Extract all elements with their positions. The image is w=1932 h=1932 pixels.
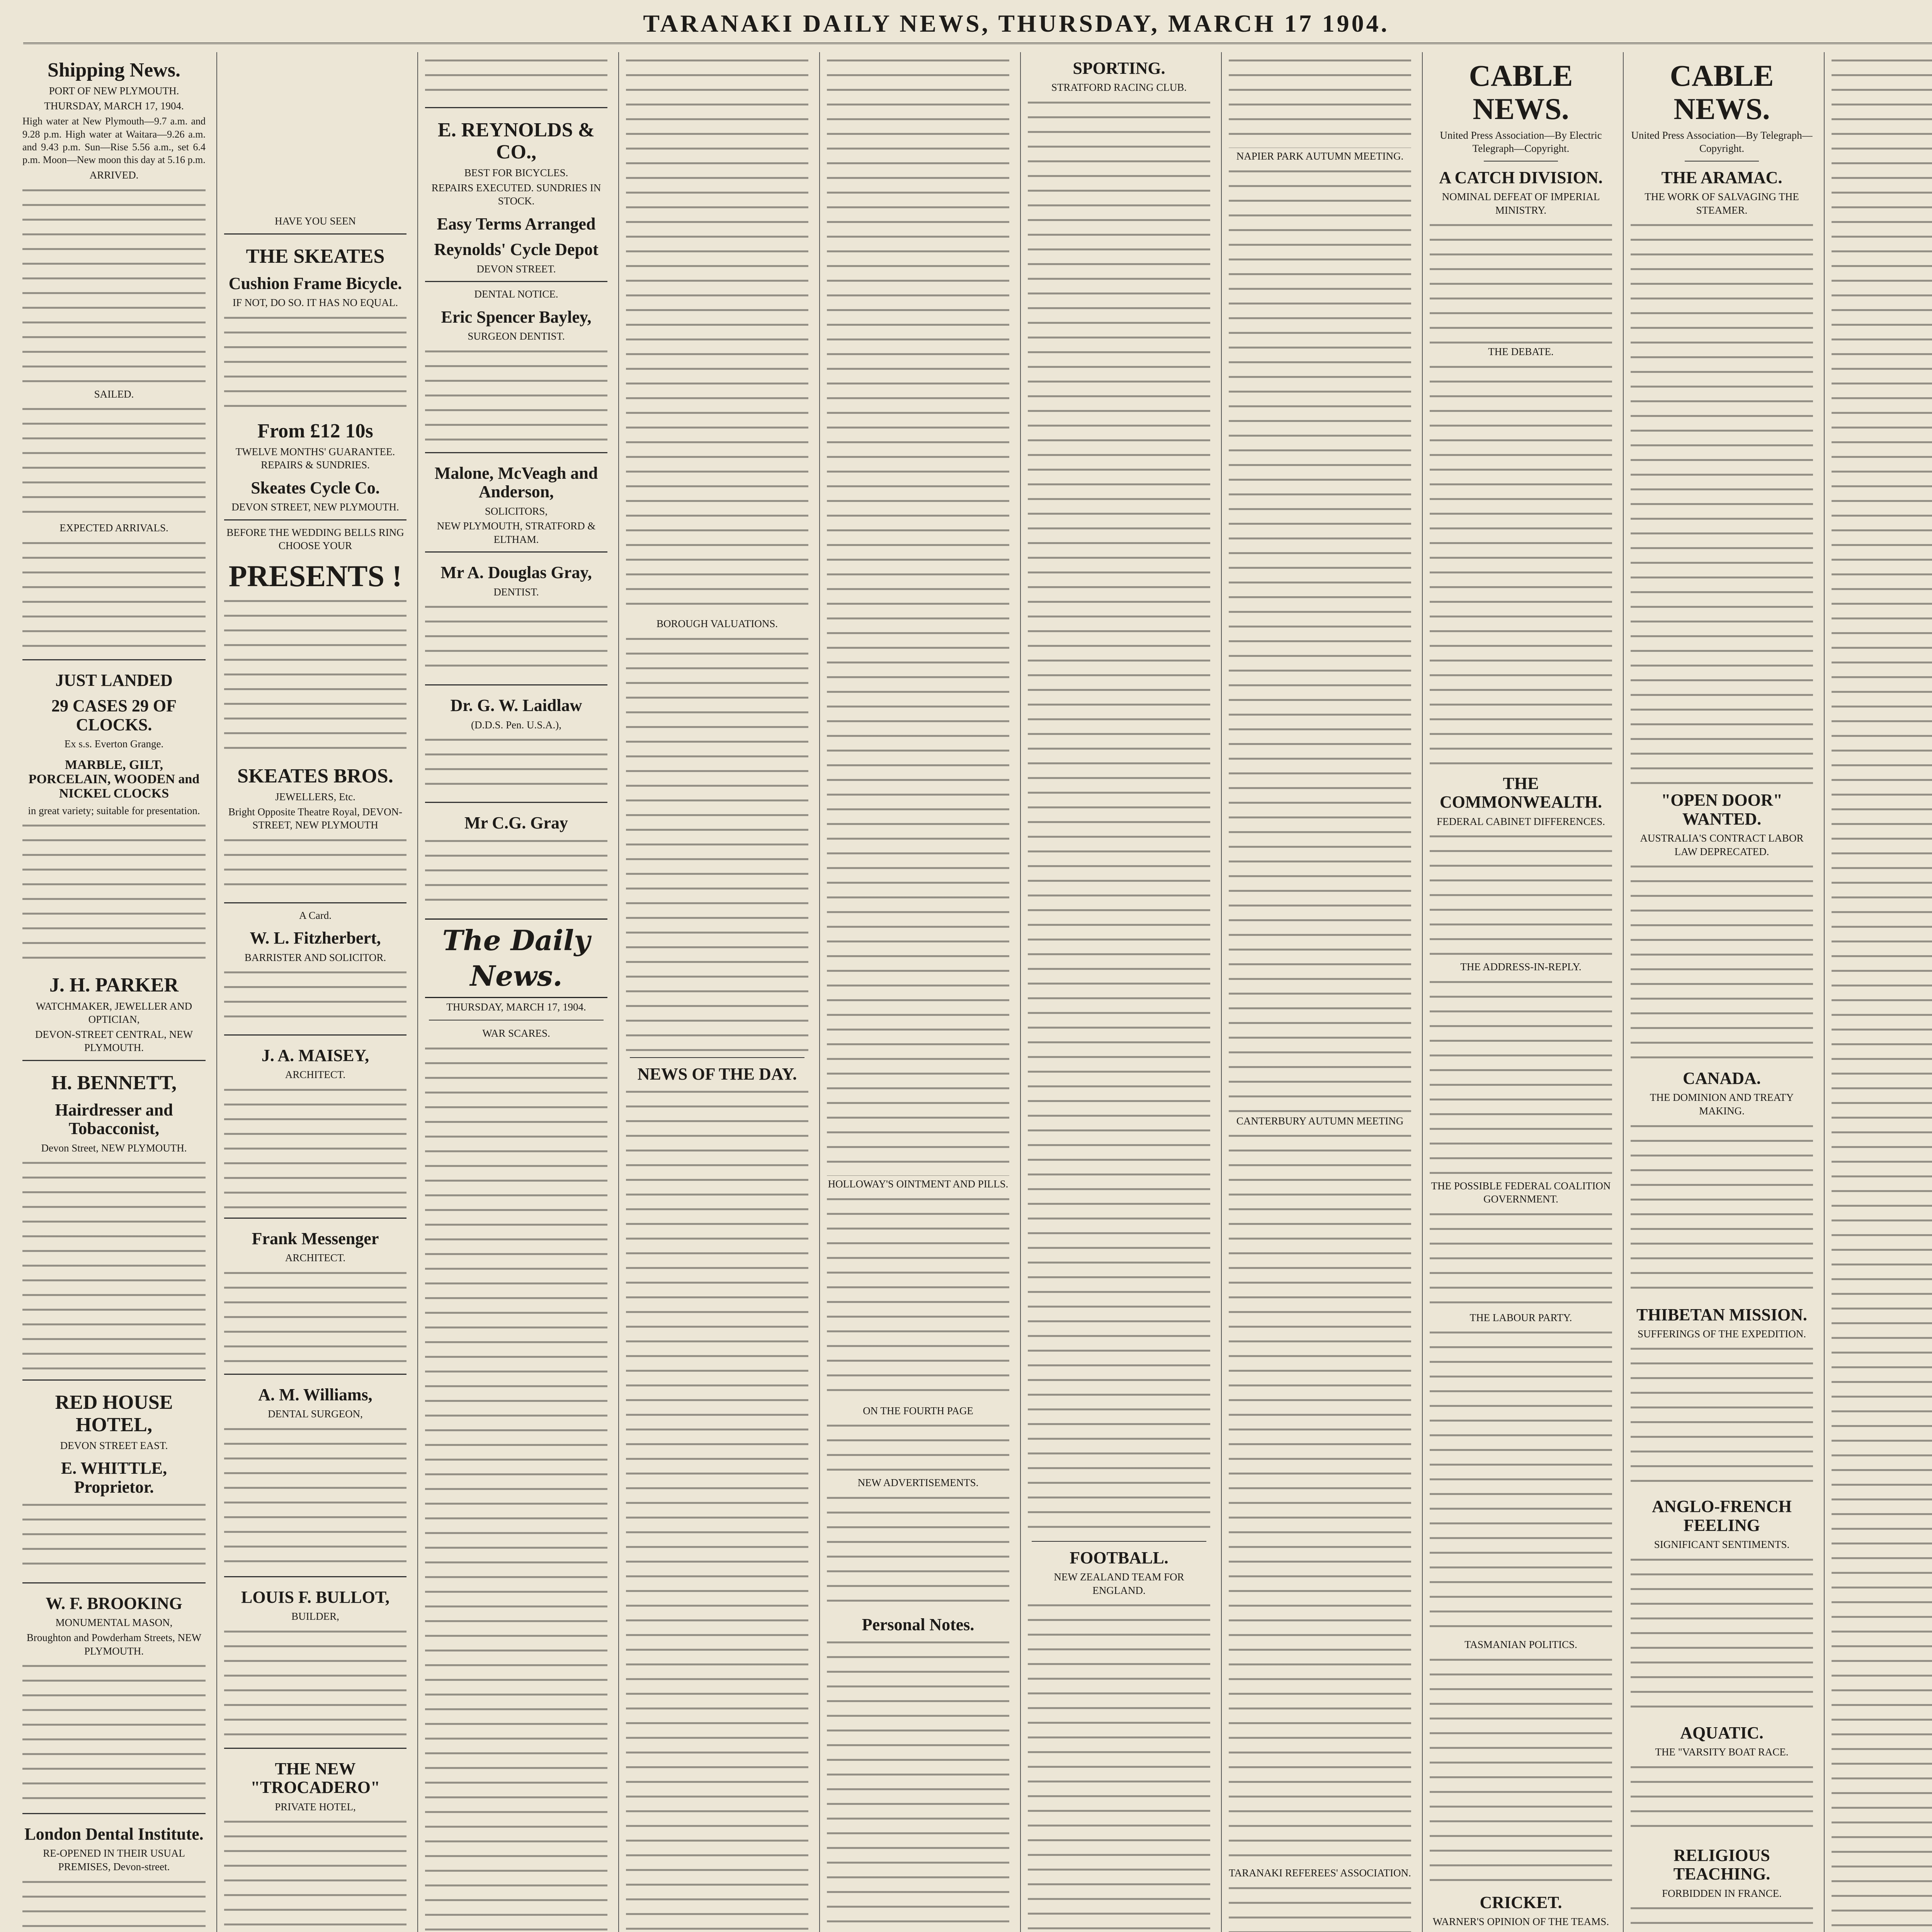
tides-text: High water at New Plymouth—9.7 a.m. and 9.28 p.m. High water at Waitara—9.26 a.m. and 9.43 p.m. Sun—Rise 5.56 a.m., set 6.4 p.m. Moon—New moon this day at 5.16 p.m.: [22, 116, 206, 166]
malone-ad: Malone, McVeagh and Anderson, SOLICITORS, NEW PLYMOUTH, STRATFORD & ELTHAM.: [425, 452, 607, 546]
cable-heading: CRICKET.: [1480, 1893, 1562, 1912]
shipping-title: Shipping News.: [48, 59, 180, 81]
newspaper-page: [15, 52, 1932, 1932]
dental-institute-ad: London Dental Institute. RE-OPENED IN THEIR USUAL PREMISES, Devon-street.: [22, 1813, 206, 1932]
referees-text: [1229, 1883, 1411, 1932]
cable-heading: CANADA.: [1683, 1069, 1761, 1088]
canterbury-heading: CANTERBURY AUTUMN MEETING: [1236, 1115, 1404, 1127]
clocks-ad: JUST LANDED 29 CASES 29 OF CLOCKS. Ex s.s. Everton Grange. MARBLE, GILT, PORCELAIN, WOODEN and NICKEL CLOCKS in great variety; suitable for presentation. J. H. PARKER WATCHMAKER, JEWELLER AND OPTICIAN, DEVON-STREET CENTRAL, NEW PLYMOUTH.: [22, 659, 206, 1054]
football-subheading: NEW ZEALAND TEAM FOR ENGLAND.: [1054, 1571, 1184, 1596]
cable-heading: THE ADDRESS-IN-REPLY.: [1460, 961, 1582, 973]
column-2: [216, 52, 413, 1932]
presents-ad: BEFORE THE WEDDING BELLS RING CHOOSE YOUR PRESENTS ! SKEATES BROS. JEWELLERS, Etc. Bright Opposite Theatre Royal, DEVON-STREET, NEW PLYMOUTH: [224, 519, 406, 897]
skeates-bicycle-ad: THE SKEATES Cushion Frame Bicycle. IF NOT, DO SO. IT HAS NO EQUAL. From £12 10s TWELVE MONTHS' GUARANTEE. REPAIRS & SUNDRIES. Skeates Cycle Co. DEVON STREET, NEW PLYMOUTH.: [224, 233, 406, 514]
sporting-heading: SPORTING.: [1073, 59, 1165, 78]
valuations-text: [626, 634, 808, 1051]
column-8: CABLE NEWS. United Press Association—By Electric Telegraph—Copyright. A CATCH DIVISION. NOMINAL DEFEAT OF IMPERIAL MINISTRY. THE DEBATE. THE COMMONWEALTH. FEDERAL CABINET DIFFERENCES. THE ADDRESS-IN-REPLY. THE POSSIBLE FEDERAL COALITION GOVERNMENT. THE LABOUR PARTY. TASMANIAN POLITICS. CRICKET. WARNER'S OPINION OF THE TEAMS.: [1422, 52, 1619, 1932]
column-4: [618, 52, 815, 1932]
newspaper-masthead: TARANAKI DAILY NEWS, THURSDAY, MARCH 17 1904.: [23, 8, 1932, 44]
daily-news-date: THURSDAY, MARCH 17, 1904.: [446, 1001, 586, 1013]
cable-heading: THIBETAN MISSION.: [1636, 1305, 1807, 1324]
football-heading: FOOTBALL.: [1070, 1548, 1168, 1567]
valuations-heading: BOROUGH VALUATIONS.: [656, 618, 778, 629]
trocadero-ad: THE NEW "TROCADERO" PRIVATE HOTEL,: [224, 1748, 406, 1932]
napier-results: [1229, 166, 1411, 1113]
leader-article-text: [425, 1043, 607, 1932]
douglas-gray-ad: Mr A. Douglas Gray, DENTIST.: [425, 551, 607, 679]
reynolds-ad: E. REYNOLDS & CO., BEST FOR BICYCLES. REPAIRS EXECUTED. SUNDRIES IN STOCK. Easy Terms Arranged Reynolds' Cycle Depot DEVON STREET.: [425, 107, 607, 276]
column-3: [417, 52, 614, 1932]
column-7: [1221, 52, 1418, 1932]
leader-heading: WAR SCARES.: [482, 1027, 550, 1039]
cropped-column-text: [1832, 55, 1932, 1932]
cable-heading: A CATCH DIVISION.: [1439, 168, 1603, 187]
holloway-heading: HOLLOWAY'S OINTMENT AND PILLS.: [828, 1178, 1009, 1190]
sailings-text: [22, 404, 206, 520]
have-you-seen: HAVE YOU SEEN: [274, 215, 356, 227]
arrivals-text: [22, 185, 206, 386]
cable-heading: ANGLO-FRENCH FEELING: [1652, 1497, 1792, 1535]
cable-heading: THE LABOUR PARTY.: [1469, 1311, 1572, 1323]
news-of-the-day-heading: NEWS OF THE DAY.: [637, 1064, 797, 1083]
football-text: [1028, 1600, 1210, 1932]
cable-news-title: CABLE NEWS.: [1469, 59, 1573, 126]
canterbury-results: [1229, 1131, 1411, 1865]
cable-heading: THE ARAMAC.: [1661, 168, 1782, 187]
cable-heading: TASMANIAN POLITICS.: [1464, 1639, 1577, 1651]
cable-heading: THE COMMONWEALTH.: [1439, 774, 1602, 812]
cable-heading: THE POSSIBLE FEDERAL COALITION GOVERNMENT.: [1431, 1180, 1611, 1205]
cable-heading: AQUATIC.: [1680, 1723, 1764, 1742]
shipping-date: THURSDAY, MARCH 17, 1904.: [44, 100, 184, 112]
laidlaw-ad: Dr. G. W. Laidlaw (D.D.S. Pen. U.S.A.),: [425, 684, 607, 796]
cable-news-title: CABLE NEWS.: [1670, 59, 1774, 126]
column-9: CABLE NEWS. United Press Association—By Telegraph—Copyright. THE ARAMAC. THE WORK OF SALVAGING THE STEAMER. "OPEN DOOR" WANTED. AUSTRALIA'S CONTRACT LABOR LAW DEPRECATED. CANADA. THE DOMINION AND TREATY MAKING. THIBETAN MISSION. SUFFERINGS OF THE EXPEDITION. ANGLO-FRENCH FEELING SIGNIFICANT SENTIMENTS. AQUATIC. THE "VARSITY BOAT RACE. RELIGIOUS TEACHING. FORBIDDEN IN FRANCE.: [1623, 52, 1820, 1932]
racing-subheading: STRATFORD RACING CLUB.: [1051, 82, 1187, 94]
bennett-ad: H. BENNETT, Hairdresser and Tobacconist, Devon Street, NEW PLYMOUTH.: [22, 1060, 206, 1374]
racing-results: [1028, 97, 1210, 1535]
personal-notes-heading: Personal Notes.: [862, 1615, 975, 1634]
cg-gray-ad: Mr C.G. Gray: [425, 802, 607, 913]
napier-heading: NAPIER PARK AUTUMN MEETING.: [1236, 150, 1404, 162]
column-5: [819, 52, 1016, 1932]
cable-heading: THE DEBATE.: [1488, 346, 1554, 358]
bayley-ad: DENTAL NOTICE. Eric Spencer Bayley, SURGEON DENTIST.: [425, 281, 607, 446]
fourth-page-heading: ON THE FOURTH PAGE: [863, 1405, 973, 1417]
maisey-ad: J. A. MAISEY, ARCHITECT.: [224, 1034, 406, 1212]
daily-news-logo: The Daily News.: [425, 918, 607, 998]
news-of-the-day-text: [626, 1087, 808, 1932]
referees-heading: TARANAKI REFEREES' ASSOCIATION.: [1229, 1867, 1411, 1879]
cable-heading: RELIGIOUS TEACHING.: [1673, 1845, 1770, 1884]
article-continuation: [425, 55, 607, 102]
agency-line: United Press Association—By Telegraph—Copyright.: [1631, 129, 1813, 155]
messenger-ad: Frank Messenger ARCHITECT.: [224, 1218, 406, 1368]
new-ads-heading: NEW ADVERTISEMENTS.: [857, 1477, 979, 1489]
column-6: [1020, 52, 1217, 1932]
expected-text: [22, 538, 206, 654]
sailed-heading: SAILED.: [94, 388, 134, 400]
column-10: [1824, 52, 1932, 1932]
expected-heading: EXPECTED ARRIVALS.: [60, 522, 168, 534]
bullot-ad: LOUIS F. BULLOT, BUILDER,: [224, 1576, 406, 1742]
article-text: [626, 55, 808, 616]
column-1: [15, 52, 213, 1932]
brooking-ad: W. F. BROOKING MONUMENTAL MASON, Broughton and Powderham Streets, NEW PLYMOUTH.: [22, 1582, 206, 1808]
fitzherbert-ad: A Card. W. L. Fitzherbert, BARRISTER AND SOLICITOR.: [224, 902, 406, 1029]
port-heading: PORT OF NEW PLYMOUTH.: [49, 85, 179, 97]
agency-line: United Press Association—By Electric Telegraph—Copyright.: [1440, 129, 1602, 155]
arrived-heading: ARRIVED.: [89, 169, 139, 181]
williams-ad: A. M. Williams, DENTAL SURGEON,: [224, 1374, 406, 1571]
red-house-hotel-ad: RED HOUSE HOTEL, DEVON STREET EAST. E. WHITTLE, Proprietor.: [22, 1379, 206, 1577]
article-text: [827, 55, 1009, 1176]
cable-heading: "OPEN DOOR" WANTED.: [1661, 791, 1783, 828]
